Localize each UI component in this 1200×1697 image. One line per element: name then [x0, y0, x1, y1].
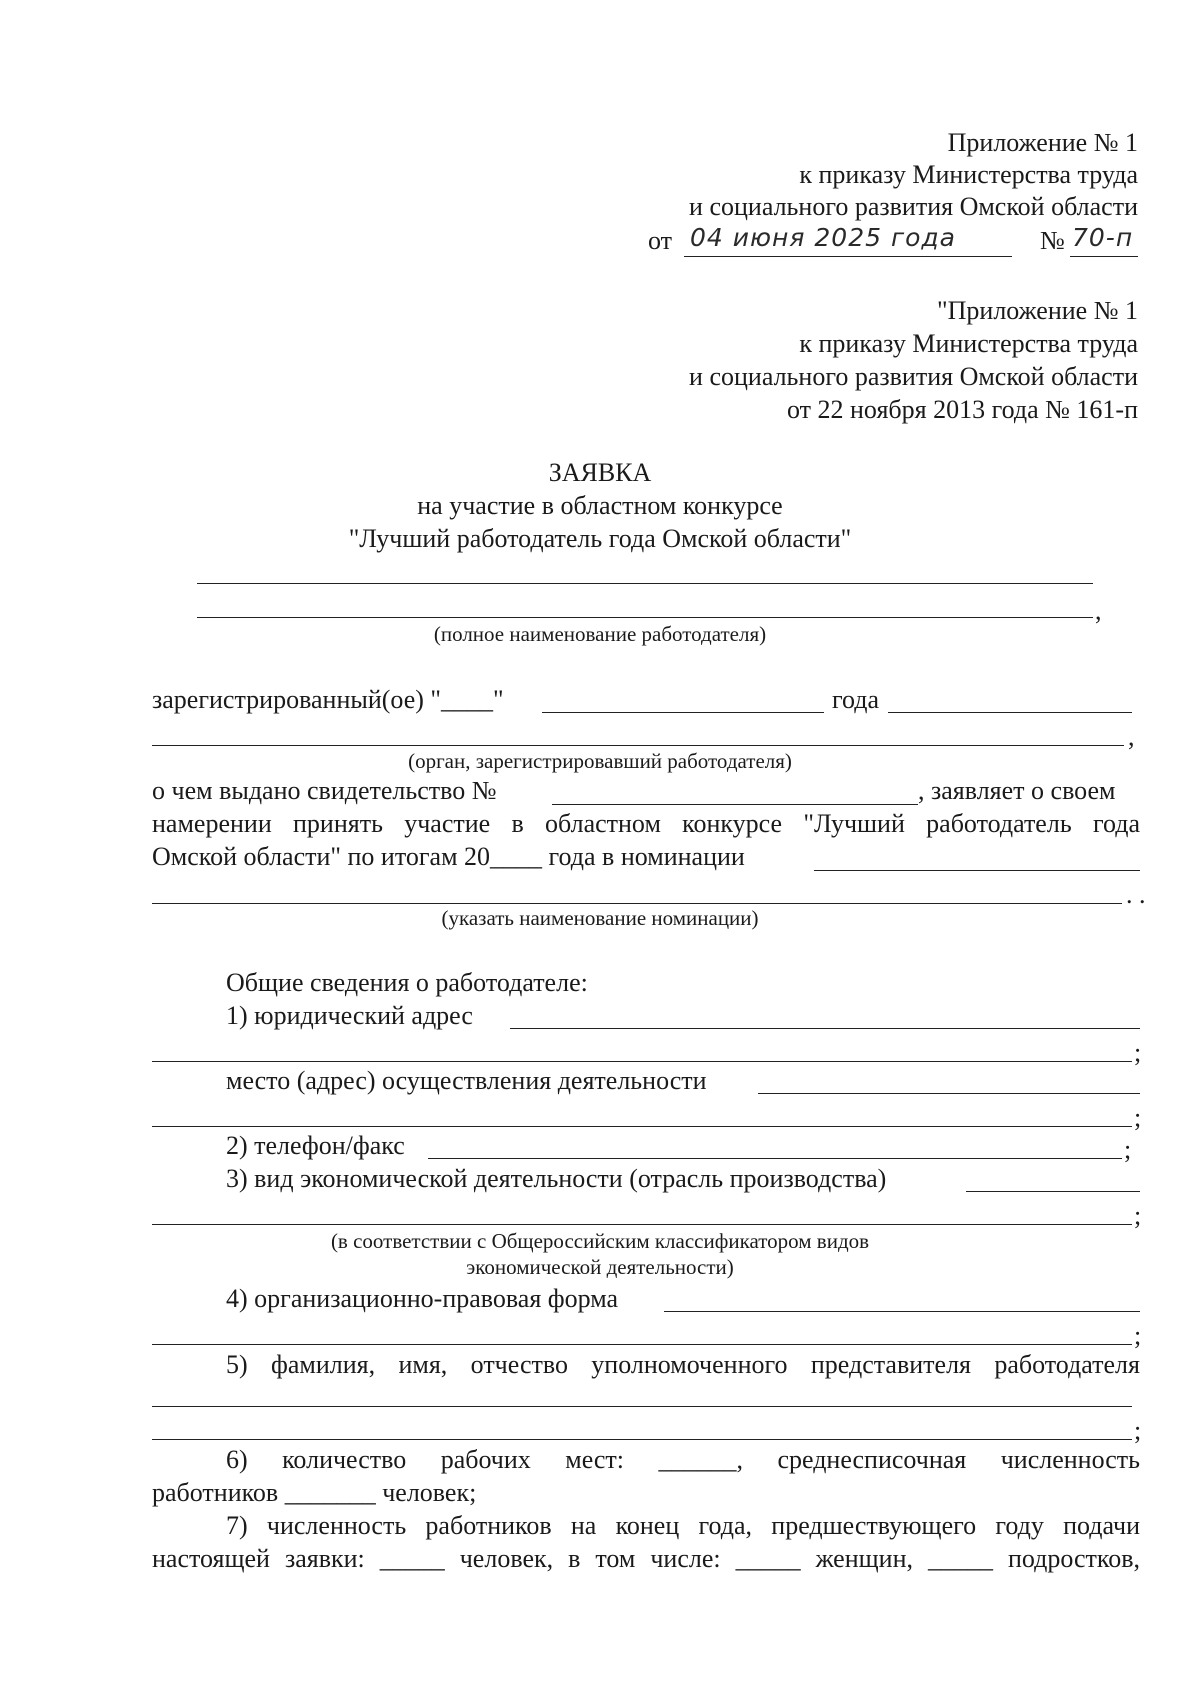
activity-place-line-1: [758, 1093, 1140, 1094]
semicolon-1: ;: [1134, 1038, 1142, 1067]
legal-form-line-2: [152, 1344, 1132, 1345]
registration-authority-caption: (орган, зарегистрировавший работодателя): [408, 749, 792, 773]
activity-place-line-2: [152, 1126, 1132, 1127]
economic-activity-caption-1: (в соответствии с Общероссийским классификатором видов: [330, 1229, 870, 1253]
semicolon-5: ;: [1134, 1321, 1142, 1350]
semicolon-6: ;: [1134, 1416, 1142, 1445]
activity-place-label: место (адрес) осуществления деятельности: [226, 1066, 707, 1095]
economic-activity-label: 3) вид экономической деятельности (отрасль производства): [226, 1164, 887, 1193]
nomination-line-2: [152, 903, 1122, 904]
semicolon-4: ;: [1134, 1201, 1142, 1230]
legal-address-line-2: [152, 1061, 1132, 1062]
number-prefix: №: [1040, 226, 1065, 255]
number-underline: [1070, 256, 1138, 257]
economic-activity-caption-2: экономической деятельности): [466, 1255, 734, 1279]
registration-month-line: [542, 712, 824, 713]
nomination-line-1: [814, 870, 1140, 871]
economic-activity-line-1: [966, 1191, 1140, 1192]
handwritten-date: 04 июня 2025 года: [690, 223, 956, 252]
original-date-line: от 22 ноября 2013 года № 161-п: [787, 395, 1138, 424]
document-title: ЗАЯВКА: [548, 458, 652, 487]
contest-name: "Лучший работодатель года Омской области": [348, 524, 852, 553]
date-underline: [684, 256, 1012, 257]
legal-address-line-1: [510, 1028, 1140, 1029]
workplaces-line-2: работников _______ человек;: [152, 1478, 477, 1507]
employer-name-line-2: [197, 617, 1093, 618]
registration-year-line: [888, 712, 1132, 713]
legal-address-label: 1) юридический адрес: [226, 1001, 473, 1030]
registration-label: зарегистрированный(ое) "____": [152, 685, 504, 714]
original-ministry-line: и социального развития Омской области: [689, 362, 1138, 391]
year-label: года: [832, 685, 880, 714]
economic-activity-line-2: [152, 1224, 1132, 1225]
handwritten-number: 70-п: [1072, 223, 1134, 252]
representative-label: 5) фамилия, имя, отчество уполномоченного представителя работодателя: [226, 1350, 1140, 1379]
employer-comma: ,: [1095, 596, 1102, 625]
statement-line-3: Омской области" по итогам 20____ года в номинации: [152, 842, 745, 871]
representative-line-1: [152, 1406, 1132, 1407]
date-prefix: от: [648, 226, 673, 255]
semicolon-2: ;: [1134, 1103, 1142, 1132]
appendix-ministry-line: и социального развития Омской области: [689, 192, 1138, 221]
nomination-end-mark: . .: [1126, 880, 1146, 909]
legal-form-label: 4) организационно-правовая форма: [226, 1284, 619, 1313]
document-subtitle: на участие в областном конкурсе: [417, 491, 783, 520]
certificate-suffix: , заявляет о своем: [918, 776, 1116, 805]
semicolon-3: ;: [1124, 1135, 1132, 1164]
legal-form-line-1: [664, 1311, 1140, 1312]
original-appendix-title: "Приложение № 1: [937, 296, 1138, 325]
representative-line-2: [152, 1439, 1132, 1440]
original-order-line: к приказу Министерства труда: [799, 329, 1138, 358]
certificate-number-line: [552, 804, 918, 805]
employer-name-caption: (полное наименование работодателя): [433, 622, 767, 646]
nomination-caption: (указать наименование номинации): [441, 906, 759, 930]
employer-name-line-1: [197, 583, 1093, 584]
employees-line-1: 7) численность работников на конец года, предшествующего году подачи: [226, 1511, 1140, 1540]
registration-comma: ,: [1128, 722, 1135, 751]
workplaces-line-1: 6) количество рабочих мест: ______, среднесписочная численность: [226, 1445, 1140, 1474]
phone-fax-label: 2) телефон/факс: [226, 1131, 405, 1160]
certificate-prefix: о чем выдано свидетельство №: [152, 776, 497, 805]
registration-authority-line: [152, 745, 1124, 746]
appendix-order-line: к приказу Министерства труда: [799, 160, 1138, 189]
employees-line-2: настоящей заявки: _____ человек, в том числе: _____ женщин, _____ подростков,: [152, 1544, 1140, 1573]
general-info-heading: Общие сведения о работодателе:: [226, 968, 588, 997]
appendix-title: Приложение № 1: [947, 128, 1138, 157]
phone-fax-line: [428, 1158, 1122, 1159]
statement-line-2: намерении принять участие в областном конкурсе "Лучший работодатель года: [152, 809, 1140, 838]
